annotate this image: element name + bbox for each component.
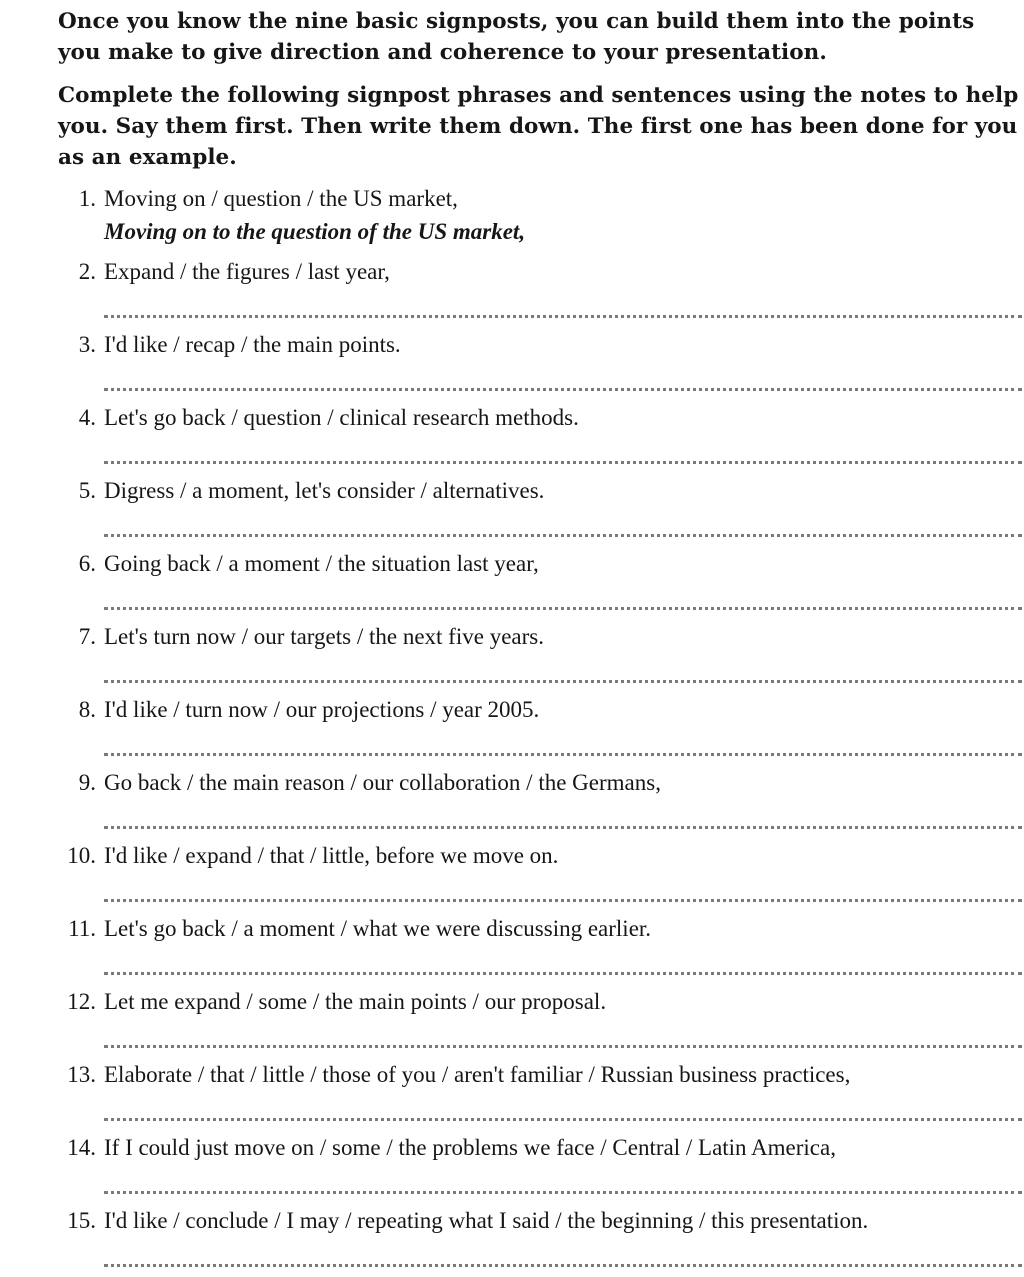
item-number: 7. bbox=[78, 624, 96, 649]
answer-line[interactable] bbox=[104, 1175, 1022, 1194]
item-prompt: Go back / the main reason / our collaboration / the Germans, bbox=[104, 770, 661, 795]
item-prompt: I'd like / recap / the main points. bbox=[104, 332, 401, 357]
exercise-item bbox=[58, 1054, 1024, 1127]
item-number: 8. bbox=[78, 697, 96, 722]
item-prompt: Expand / the figures / last year, bbox=[104, 259, 390, 284]
answer-line[interactable] bbox=[104, 1102, 1022, 1121]
item-prompt: If I could just move on / some / the problems we face / Central / Latin America, bbox=[104, 1135, 836, 1160]
exercise-item bbox=[58, 689, 1024, 762]
item-prompt: Let's go back / a moment / what we were discussing earlier. bbox=[104, 916, 652, 941]
item-number: 5. bbox=[78, 478, 96, 503]
item-prompt: Let's turn now / our targets / the next five years. bbox=[104, 624, 544, 649]
item-number: 4. bbox=[78, 405, 96, 430]
item-prompt: I'd like / conclude / I may / repeating what I said / the beginning / this presentation. bbox=[104, 1208, 869, 1233]
example-answer: Moving on to the question of the US market, bbox=[104, 219, 526, 244]
item-number: 12. bbox=[67, 989, 96, 1014]
exercise-item bbox=[58, 397, 1024, 470]
item-prompt: I'd like / turn now / our projections / year 2005. bbox=[104, 697, 540, 722]
exercise-item bbox=[58, 470, 1024, 543]
exercise-item bbox=[58, 981, 1024, 1054]
item-number: 6. bbox=[78, 551, 96, 576]
answer-line[interactable] bbox=[104, 1029, 1022, 1048]
exercise-item bbox=[58, 762, 1024, 835]
item-number: 2. bbox=[78, 259, 96, 284]
item-prompt: I'd like / expand / that / little, before we move on. bbox=[104, 843, 559, 868]
item-number: 9. bbox=[78, 770, 96, 795]
item-prompt: Moving on / question / the US market, bbox=[104, 186, 458, 211]
exercise-item bbox=[58, 178, 1024, 251]
item-number: 10. bbox=[67, 843, 96, 868]
answer-line[interactable] bbox=[104, 591, 1022, 610]
intro-paragraph: Once you know the nine basic signposts, you can build them into the points you make to give direction and coherence to your presentation. bbox=[58, 9, 975, 65]
item-number: 1. bbox=[78, 186, 96, 211]
item-prompt: Going back / a moment / the situation last year, bbox=[104, 551, 539, 576]
exercise-item bbox=[58, 543, 1024, 616]
exercise-item bbox=[58, 835, 1024, 908]
exercise-item bbox=[58, 1200, 1024, 1273]
item-number: 13. bbox=[67, 1062, 96, 1087]
item-prompt: Digress / a moment, let's consider / alternatives. bbox=[104, 478, 545, 503]
answer-line[interactable] bbox=[104, 1248, 1022, 1267]
item-number: 3. bbox=[78, 332, 96, 357]
exercise-item bbox=[58, 908, 1024, 981]
answer-line[interactable] bbox=[104, 299, 1022, 318]
exercise-item bbox=[58, 616, 1024, 689]
answer-line[interactable] bbox=[104, 810, 1022, 829]
answer-line[interactable] bbox=[104, 518, 1022, 537]
item-prompt: Elaborate / that / little / those of you / aren't familiar / Russian business practices, bbox=[104, 1062, 851, 1087]
answer-line[interactable] bbox=[104, 372, 1022, 391]
exercise-item bbox=[58, 1127, 1024, 1200]
instructions-paragraph: Complete the following signpost phrases and sentences using the notes to help you. Say them first. Then write them down. The first one has been done for you as an example. bbox=[58, 83, 1019, 170]
item-number: 14. bbox=[67, 1135, 96, 1160]
item-prompt: Let's go back / question / clinical research methods. bbox=[104, 405, 579, 430]
answer-line[interactable] bbox=[104, 664, 1022, 683]
item-number: 11. bbox=[68, 916, 96, 941]
answer-line[interactable] bbox=[104, 956, 1022, 975]
exercise-item bbox=[58, 324, 1024, 397]
answer-line[interactable] bbox=[104, 883, 1022, 902]
answer-line[interactable] bbox=[104, 737, 1022, 756]
answer-line[interactable] bbox=[104, 445, 1022, 464]
item-prompt: Let me expand / some / the main points / our proposal. bbox=[104, 989, 607, 1014]
item-number: 15. bbox=[67, 1208, 96, 1233]
exercise-item bbox=[58, 251, 1024, 324]
